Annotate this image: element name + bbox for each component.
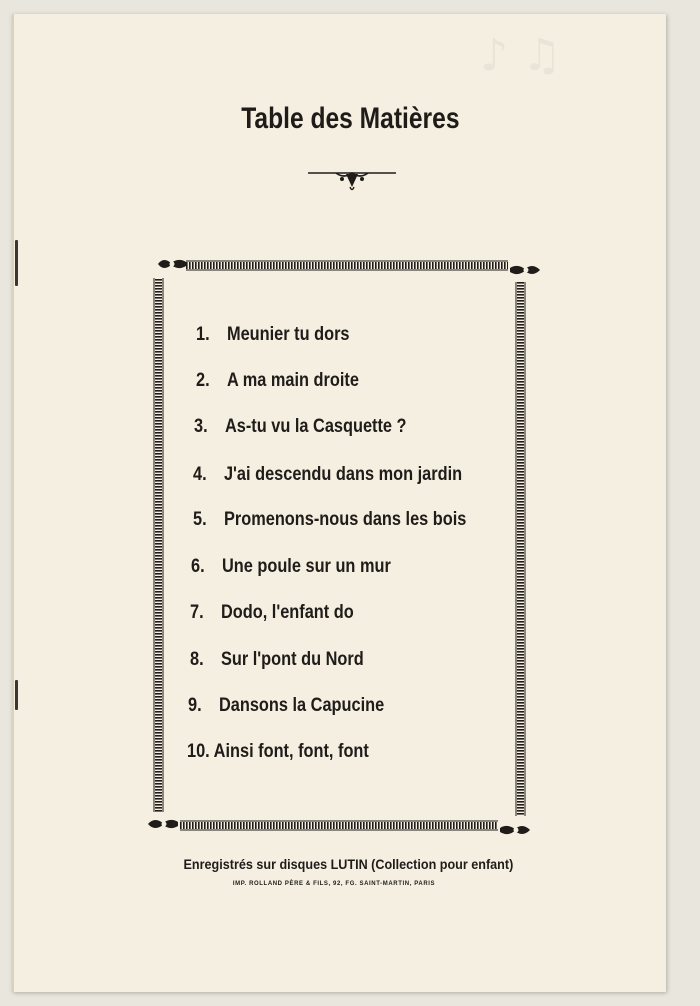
entry-title: As-tu vu la Casquette ? <box>224 416 407 437</box>
entry-number: 3. <box>194 416 208 437</box>
entry-title: Sur l'pont du Nord <box>220 649 364 670</box>
entry-title: Meunier tu dors <box>226 324 350 345</box>
entry-number: 9. <box>188 695 202 716</box>
entry-number: 1. <box>196 324 210 345</box>
contents-entry <box>196 324 350 346</box>
contents-entry <box>188 695 384 717</box>
page-title: Table des Matières <box>241 102 460 135</box>
entry-number: 5. <box>193 509 207 530</box>
recording-note: Enregistrés sur disques LUTIN (Collection pour enfant) <box>183 856 514 872</box>
corner-ornament-icon <box>156 254 188 274</box>
contents-entry <box>193 464 462 486</box>
contents-entry <box>194 416 407 438</box>
corner-ornament-icon <box>498 820 532 840</box>
contents-entry <box>187 741 369 763</box>
entry-title: A ma main droite <box>226 370 359 391</box>
contents-entry <box>193 509 466 531</box>
entry-number: 8. <box>190 649 204 670</box>
contents-entry <box>190 602 354 624</box>
entry-number: 2. <box>196 370 210 391</box>
printer-imprint: IMP. ROLLAND PÈRE & FILS, 92, FG. SAINT-MARTIN, PARIS <box>232 881 436 887</box>
corner-ornament-icon <box>508 260 542 280</box>
corner-ornament-icon <box>146 814 180 834</box>
contents-entry <box>190 649 364 671</box>
entry-title: Dodo, l'enfant do <box>220 602 354 623</box>
entry-number: 4. <box>193 464 207 485</box>
entry-number: 6. <box>191 556 205 577</box>
entry-title: Dansons la Capucine <box>218 695 385 716</box>
entry-title: J'ai descendu dans mon jardin <box>223 464 463 485</box>
entry-title: Une poule sur un mur <box>221 556 391 577</box>
show-through-ghost: ♪ ♫ <box>480 30 562 81</box>
entry-title: Ainsi font, font, font <box>213 741 369 762</box>
entry-title: Promenons-nous dans les bois <box>223 509 467 530</box>
entry-number: 10. <box>187 741 210 762</box>
contents-entry <box>196 370 359 392</box>
entry-number: 7. <box>190 602 204 623</box>
contents-entry <box>191 556 391 578</box>
